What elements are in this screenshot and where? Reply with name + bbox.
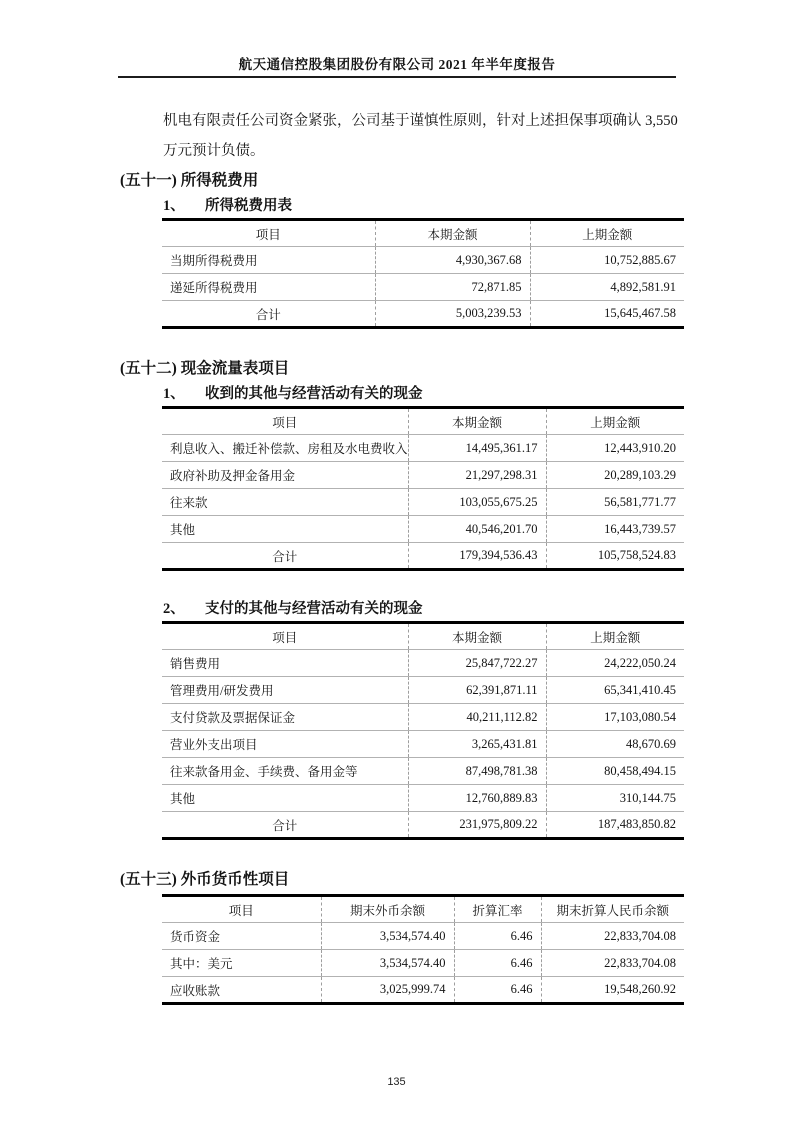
table-total-row [162, 812, 684, 839]
prior-amount-cell: 56,581,771.77 [546, 489, 684, 516]
prior-amount-cell: 48,670.69 [546, 731, 684, 758]
total-current-cell: 5,003,239.53 [375, 301, 530, 328]
current-amount-cell: 12,760,889.83 [408, 785, 546, 812]
income-tax-expense-table [162, 218, 684, 329]
current-amount-cell: 40,211,112.82 [408, 704, 546, 731]
table-total-row [162, 543, 684, 570]
page-number: 135 [387, 1076, 406, 1088]
table-row [162, 923, 684, 950]
item-cell: 支付贷款及票据保证金 [162, 704, 408, 731]
item-cell: 当期所得税费用 [162, 247, 375, 274]
column-header-cell: 上期金额 [530, 220, 684, 247]
item-cell: 其他 [162, 785, 408, 812]
item-cell: 货币资金 [162, 923, 321, 950]
table-row [162, 977, 684, 1004]
total-current-cell: 231,975,809.22 [408, 812, 546, 839]
table-row [162, 462, 684, 489]
item-cell: 递延所得税费用 [162, 274, 375, 301]
current-amount-cell: 21,297,298.31 [408, 462, 546, 489]
prior-amount-cell: 12,443,910.20 [546, 435, 684, 462]
column-header-cell: 上期金额 [546, 408, 684, 435]
current-amount-cell: 72,871.85 [375, 274, 530, 301]
rmb-balance-cell: 19,548,260.92 [541, 977, 684, 1004]
exchange-rate-cell: 6.46 [454, 923, 541, 950]
prior-amount-cell: 310,144.75 [546, 785, 684, 812]
rmb-balance-cell: 22,833,704.08 [541, 950, 684, 977]
total-label-cell: 合计 [162, 543, 408, 570]
total-current-cell: 179,394,536.43 [408, 543, 546, 570]
section-52-subheading-1 [163, 386, 793, 403]
foreign-balance-cell: 3,025,999.74 [321, 977, 454, 1004]
column-header-cell: 项目 [162, 220, 375, 247]
table-row [162, 650, 684, 677]
subsection-title: 所得税费用表 [205, 198, 292, 214]
section-51-subheading [163, 198, 793, 215]
prior-amount-cell: 4,892,581.91 [530, 274, 684, 301]
table-header-row [162, 220, 684, 247]
subsection-number: 1、 [163, 386, 185, 402]
section-52-heading: (五十二) 现金流量表项目 [120, 360, 290, 377]
prior-amount-cell: 16,443,739.57 [546, 516, 684, 543]
item-cell: 其他 [162, 516, 408, 543]
table-row [162, 274, 684, 301]
prior-amount-cell: 65,341,410.45 [546, 677, 684, 704]
item-cell: 营业外支出项目 [162, 731, 408, 758]
subsection-number: 2、 [163, 601, 185, 617]
current-amount-cell: 87,498,781.38 [408, 758, 546, 785]
table-row [162, 677, 684, 704]
table-header-row [162, 896, 684, 923]
item-cell: 应收账款 [162, 977, 321, 1004]
table-row [162, 516, 684, 543]
table-row [162, 489, 684, 516]
paragraph-line: 万元预计负债。 [163, 143, 265, 159]
table-total-row [162, 301, 684, 328]
item-cell: 其中：美元 [162, 950, 321, 977]
subsection-title: 收到的其他与经营活动有关的现金 [205, 386, 423, 402]
column-header-cell: 期末折算人民币余额 [541, 896, 684, 923]
column-header-cell: 期末外币余额 [321, 896, 454, 923]
exchange-rate-cell: 6.46 [454, 977, 541, 1004]
section-51-heading: (五十一) 所得税费用 [120, 172, 259, 189]
table-header-row [162, 623, 684, 650]
item-cell: 销售费用 [162, 650, 408, 677]
column-header-cell: 项目 [162, 408, 408, 435]
exchange-rate-cell: 6.46 [454, 950, 541, 977]
column-header-cell: 项目 [162, 623, 408, 650]
cash-received-table [162, 406, 684, 571]
section-52-subheading-2 [163, 601, 793, 618]
item-cell: 往来款备用金、手续费、备用金等 [162, 758, 408, 785]
body-paragraph [163, 106, 693, 166]
paragraph-line: 机电有限责任公司资金紧张，公司基于谨慎性原则，针对上述担保事项确认 3,550 [163, 113, 678, 129]
column-header-cell: 上期金额 [546, 623, 684, 650]
subsection-title: 支付的其他与经营活动有关的现金 [205, 601, 423, 617]
table-row [162, 435, 684, 462]
current-amount-cell: 40,546,201.70 [408, 516, 546, 543]
current-amount-cell: 25,847,722.27 [408, 650, 546, 677]
current-amount-cell: 4,930,367.68 [375, 247, 530, 274]
total-prior-cell: 105,758,524.83 [546, 543, 684, 570]
table-row [162, 758, 684, 785]
total-label-cell: 合计 [162, 812, 408, 839]
page-header [118, 0, 676, 78]
item-cell: 管理费用/研发费用 [162, 677, 408, 704]
prior-amount-cell: 10,752,885.67 [530, 247, 684, 274]
column-header-cell: 本期金额 [375, 220, 530, 247]
total-prior-cell: 15,645,467.58 [530, 301, 684, 328]
table-row [162, 950, 684, 977]
column-header-cell: 折算汇率 [454, 896, 541, 923]
table-row [162, 785, 684, 812]
prior-amount-cell: 24,222,050.24 [546, 650, 684, 677]
table-row [162, 247, 684, 274]
column-header-cell: 项目 [162, 896, 321, 923]
report-title: 航天通信控股集团股份有限公司 2021 年半年度报告 [238, 57, 556, 72]
section-53-heading: (五十三) 外币货币性项目 [120, 871, 290, 888]
item-cell: 往来款 [162, 489, 408, 516]
foreign-balance-cell: 3,534,574.40 [321, 923, 454, 950]
item-cell: 利息收入、搬迁补偿款、房租及水电费收入 [162, 435, 408, 462]
cash-paid-table [162, 621, 684, 840]
total-label-cell: 合计 [162, 301, 375, 328]
column-header-cell: 本期金额 [408, 408, 546, 435]
prior-amount-cell: 80,458,494.15 [546, 758, 684, 785]
current-amount-cell: 62,391,871.11 [408, 677, 546, 704]
table-row [162, 704, 684, 731]
foreign-currency-items-table [162, 894, 684, 1005]
rmb-balance-cell: 22,833,704.08 [541, 923, 684, 950]
subsection-number: 1、 [163, 198, 185, 214]
current-amount-cell: 103,055,675.25 [408, 489, 546, 516]
item-cell: 政府补助及押金备用金 [162, 462, 408, 489]
current-amount-cell: 14,495,361.17 [408, 435, 546, 462]
column-header-cell: 本期金额 [408, 623, 546, 650]
table-row [162, 731, 684, 758]
current-amount-cell: 3,265,431.81 [408, 731, 546, 758]
prior-amount-cell: 20,289,103.29 [546, 462, 684, 489]
total-prior-cell: 187,483,850.82 [546, 812, 684, 839]
foreign-balance-cell: 3,534,574.40 [321, 950, 454, 977]
table-header-row [162, 408, 684, 435]
prior-amount-cell: 17,103,080.54 [546, 704, 684, 731]
